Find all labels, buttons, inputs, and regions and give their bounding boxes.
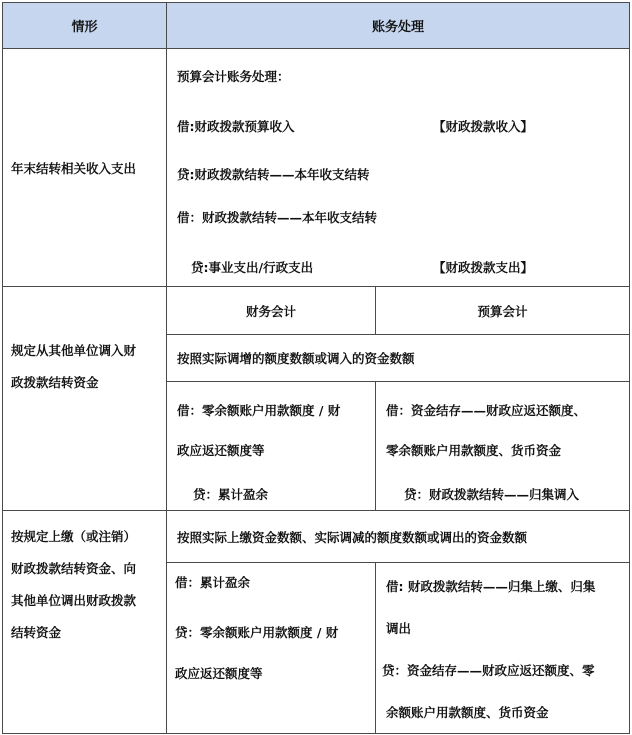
row3-fin-line: 贷：零余额账户用款额度 / 财 <box>175 625 339 640</box>
row3-bud-line: 调出 <box>386 621 412 636</box>
row2-bud-line: 零余额账户用款额度、货币资金 <box>386 443 562 458</box>
row2-budget-cell <box>375 381 630 511</box>
row2-subheader-budget-label: 预算会计 <box>477 303 528 319</box>
row2-situation-cell <box>2 286 167 511</box>
row2-subheader-financial-label: 财务会计 <box>245 303 296 319</box>
row3-situation-line: 结转资金 <box>11 625 62 640</box>
row1-debit1: 借:财政拨款预算收入 <box>177 119 295 134</box>
header-accounting-label: 账务处理 <box>371 20 424 35</box>
row1-situation-cell <box>2 48 167 287</box>
row2-note-cell <box>166 334 630 382</box>
row1-title: 预算会计账务处理： <box>177 69 290 84</box>
row2-situation-line: 政拨款结转资金 <box>11 375 99 390</box>
row2-situation-line: 规定从其他单位调入财 <box>11 343 137 358</box>
row3-bud-line: 借: 财政拨款结转——归集上缴、归集 <box>386 579 596 594</box>
row3-situation-line: 其他单位调出财政拨款 <box>11 593 137 608</box>
row3-situation-line: 按规定上缴（或注销） <box>11 529 137 544</box>
row2-subheader-budget <box>375 286 630 335</box>
row3-bud-line: 贷：资金结存——财政应返还额度、零 <box>382 663 595 678</box>
row1-entries-cell <box>166 48 630 287</box>
row1-tag2: 【财政拨款支出】 <box>433 260 534 275</box>
row2-fin-line: 借：零余额账户用款额度 / 财 <box>177 403 341 418</box>
row1-credit2: 贷:事业支出/行政支出 <box>191 260 314 275</box>
row2-note: 按照实际调增的额度数额或调入的资金数额 <box>177 351 415 366</box>
row2-financial-cell <box>166 381 376 511</box>
row3-fin-debit: 借：累计盈余 <box>175 575 251 590</box>
row3-situation <box>11 521 160 649</box>
row3-situation-line: 财政拨款结转资金、向 <box>11 561 137 576</box>
row2-bud-line: 借：资金结存——财政应返还额度、 <box>386 403 587 418</box>
row1-tag1: 【财政拨款收入】 <box>433 119 534 134</box>
header-situation-label: 情形 <box>71 20 98 35</box>
header-accounting <box>166 2 630 49</box>
row1-credit1: 贷:财政拨款结转——本年收支结转 <box>177 167 370 182</box>
row2-fin-line: 政应返还额度等 <box>177 443 265 458</box>
row3-situation-cell <box>2 510 167 734</box>
row2-situation <box>11 335 160 399</box>
row3-note: 按照实际上缴资金数额、实际调减的额度数额或调出的资金数额 <box>177 529 528 545</box>
row3-note-cell <box>166 510 630 563</box>
row3-financial-cell <box>166 562 376 734</box>
row1-debit2: 借：财政拨款结转——本年收支结转 <box>177 210 378 225</box>
row3-fin-line: 政应返还额度等 <box>175 666 263 681</box>
row2-fin-credit: 贷：累计盈余 <box>193 487 269 502</box>
row3-bud-line: 余额账户用款额度、货币资金 <box>386 705 549 720</box>
header-situation <box>2 2 167 49</box>
row3-budget-cell <box>375 562 630 734</box>
row1-situation: 年末结转相关收入支出 <box>11 160 137 176</box>
row2-bud-credit: 贷：财政拨款结转——归集调入 <box>404 487 580 502</box>
row2-subheader-financial <box>166 286 376 335</box>
